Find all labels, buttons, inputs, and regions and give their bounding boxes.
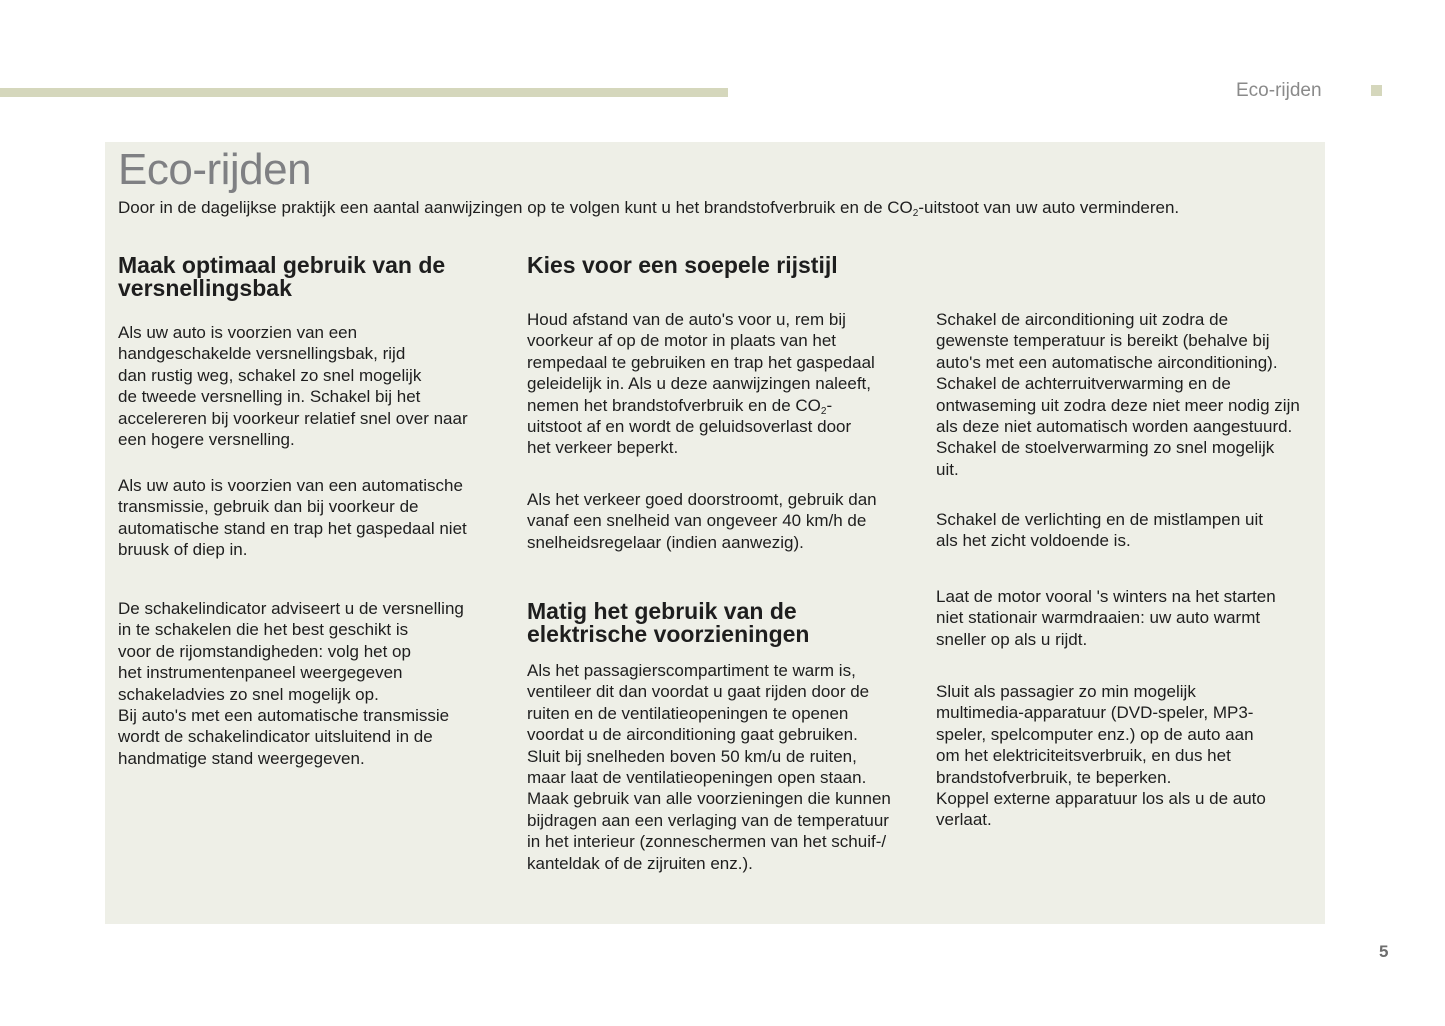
text-line: geleidelijk in. Als u deze aanwijzingen naleeft,	[527, 374, 872, 394]
text-line: voorkeur af op de motor in plaats van het	[527, 331, 837, 351]
text-line: bruusk of diep in.	[118, 540, 248, 560]
text-line: Maak gebruik van alle voorzieningen die kunnen	[527, 789, 891, 809]
text-line: Bij auto's met een automatische transmissie	[118, 706, 450, 726]
text-line: wordt de schakelindicator uitsluitend in de	[118, 727, 433, 747]
text-line: in het interieur (zonneschermen van het schuif-/	[527, 832, 887, 852]
intro-text	[118, 198, 1179, 218]
text-line: uit.	[936, 459, 959, 479]
section-label: Eco-rijden	[1236, 80, 1322, 101]
text-line: rempedaal te gebruiken en trap het gaspedaal	[527, 352, 875, 372]
text-line: niet stationair warmdraaien: uw auto warmt	[936, 608, 1261, 628]
co2-hyphen: -	[826, 395, 833, 415]
text-line: ruiten en de ventilatieopeningen te openen	[527, 703, 849, 723]
text-line: Koppel externe apparatuur los als u de auto	[936, 789, 1266, 809]
heading-line: elektrische voorzieningen	[527, 621, 810, 647]
text-line: automatische stand en trap het gaspedaal niet	[118, 518, 467, 538]
co2-subscript: 2	[820, 405, 827, 417]
paragraph-shift-indicator	[118, 598, 464, 769]
text-line: ventileer dit dan voordat u gaat rijden door de	[527, 682, 870, 702]
heading-smooth-driving: Kies voor een soepele rijstijl	[527, 252, 838, 278]
page-title: Eco-rijden	[118, 145, 312, 194]
text-line: voor de rijomstandigheden: volg het op	[118, 641, 411, 661]
heading-electrical-equipment	[527, 600, 809, 646]
text-line: Schakel de stoelverwarming zo snel mogelijk	[936, 438, 1275, 458]
text-line: Als uw auto is voorzien van een automatische	[118, 476, 463, 495]
paragraph-keep-distance	[527, 309, 875, 459]
text-line: accelereren bij voorkeur relatief snel over naar	[118, 408, 468, 428]
text-line: sneller op als u rijdt.	[936, 629, 1088, 649]
text-line: schakeladvies zo snel mogelijk op.	[118, 684, 379, 704]
co2-text: nemen het brandstofverbruik en de CO	[527, 395, 821, 415]
text-line: De schakelindicator adviseert u de versnelling	[118, 599, 464, 618]
text-line: multimedia-apparatuur (DVD-speler, MP3-	[936, 703, 1254, 723]
text-line: als deze niet automatisch worden aangestuurd.	[936, 417, 1293, 437]
text-line: bijdragen aan een verlaging van de temperatuur	[527, 810, 889, 830]
intro-text-start: Door in de dagelijkse praktijk een aantal aanwijzingen op te volgen kunt u het brandstofverbruik en de CO	[118, 198, 913, 217]
paragraph-automatic-transmission	[118, 475, 467, 561]
page-number: 5	[1379, 942, 1389, 961]
text-line: Sluit als passagier zo min mogelijk	[936, 682, 1196, 701]
text-line: verlaat.	[936, 810, 992, 830]
text-line: uitstoot af en wordt de geluidsoverlast door	[527, 417, 852, 437]
text-line: Houd afstand van de auto's voor u, rem bij	[527, 310, 846, 329]
paragraph-cruise-control	[527, 489, 877, 553]
intro-text-end: -uitstoot van uw auto verminderen.	[918, 198, 1180, 217]
heading-line: versnellingsbak	[118, 275, 292, 301]
text-line: de tweede versnelling in. Schakel bij het	[118, 387, 421, 407]
text-line: voordat u de airconditioning gaat gebruiken.	[527, 725, 858, 745]
text-line: Schakel de achterruitverwarming en de	[936, 374, 1231, 394]
text-line: speler, spelcomputer enz.) op de auto aan	[936, 724, 1254, 744]
heading-gearbox	[118, 254, 445, 300]
paragraph-manual-gearbox	[118, 322, 468, 450]
text-line: transmissie, gebruik dan bij voorkeur de	[118, 497, 419, 517]
paragraph-multimedia	[936, 681, 1266, 831]
text-line: ontwaseming uit zodra deze niet meer nodig zijn	[936, 395, 1300, 415]
text-line: snelheidsregelaar (indien aanwezig).	[527, 532, 804, 552]
text-line: Als het verkeer goed doorstroomt, gebruik dan	[527, 490, 877, 509]
text-line: Laat de motor vooral 's winters na het starten	[936, 587, 1276, 606]
intro-subscript: 2	[912, 208, 919, 219]
text-line: auto's met een automatische airconditioning).	[936, 352, 1278, 372]
paragraph-lights	[936, 509, 1263, 552]
text-line: Sluit bij snelheden boven 50 km/u de ruiten,	[527, 746, 857, 766]
text-line: vanaf een snelheid van ongeveer 40 km/h de	[527, 511, 867, 531]
text-line: Als uw auto is voorzien van een	[118, 323, 358, 342]
text-line: het instrumentenpaneel weergegeven	[118, 663, 403, 683]
heading-line: Maak optimaal gebruik van de	[118, 252, 446, 278]
heading-line: Matig het gebruik van de	[527, 598, 797, 624]
text-line: handmatige stand weergegeven.	[118, 748, 365, 768]
text-line: als het zicht voldoende is.	[936, 531, 1131, 551]
text-line: het verkeer beperkt.	[527, 438, 679, 458]
text-line: in te schakelen die het best geschikt is	[118, 620, 409, 640]
text-line: een hogere versnelling.	[118, 430, 295, 450]
text-line: handgeschakelde versnellingsbak, rijd	[118, 344, 406, 364]
text-line: brandstofverbruik, te beperken.	[936, 767, 1172, 787]
section-marker-square	[1371, 85, 1382, 96]
paragraph-air-conditioning	[936, 309, 1300, 480]
text-line: gewenste temperatuur is bereikt (behalve bij	[936, 331, 1270, 351]
text-line: Schakel de verlichting en de mistlampen uit	[936, 510, 1263, 529]
text-line: maar laat de ventilatieopeningen open staan.	[527, 768, 867, 788]
text-line: Schakel de airconditioning uit zodra de	[936, 310, 1229, 329]
paragraph-ventilation	[527, 660, 891, 874]
text-line	[527, 396, 832, 415]
text-line: kanteldak of de zijruiten enz.).	[527, 853, 753, 873]
text-line: Als het passagierscompartiment te warm is,	[527, 661, 856, 680]
text-line: om het elektriciteitsverbruik, en dus het	[936, 746, 1231, 766]
text-line: dan rustig weg, schakel zo snel mogelijk	[118, 365, 422, 385]
paragraph-engine-warmup	[936, 586, 1276, 650]
header-rule	[0, 88, 728, 97]
